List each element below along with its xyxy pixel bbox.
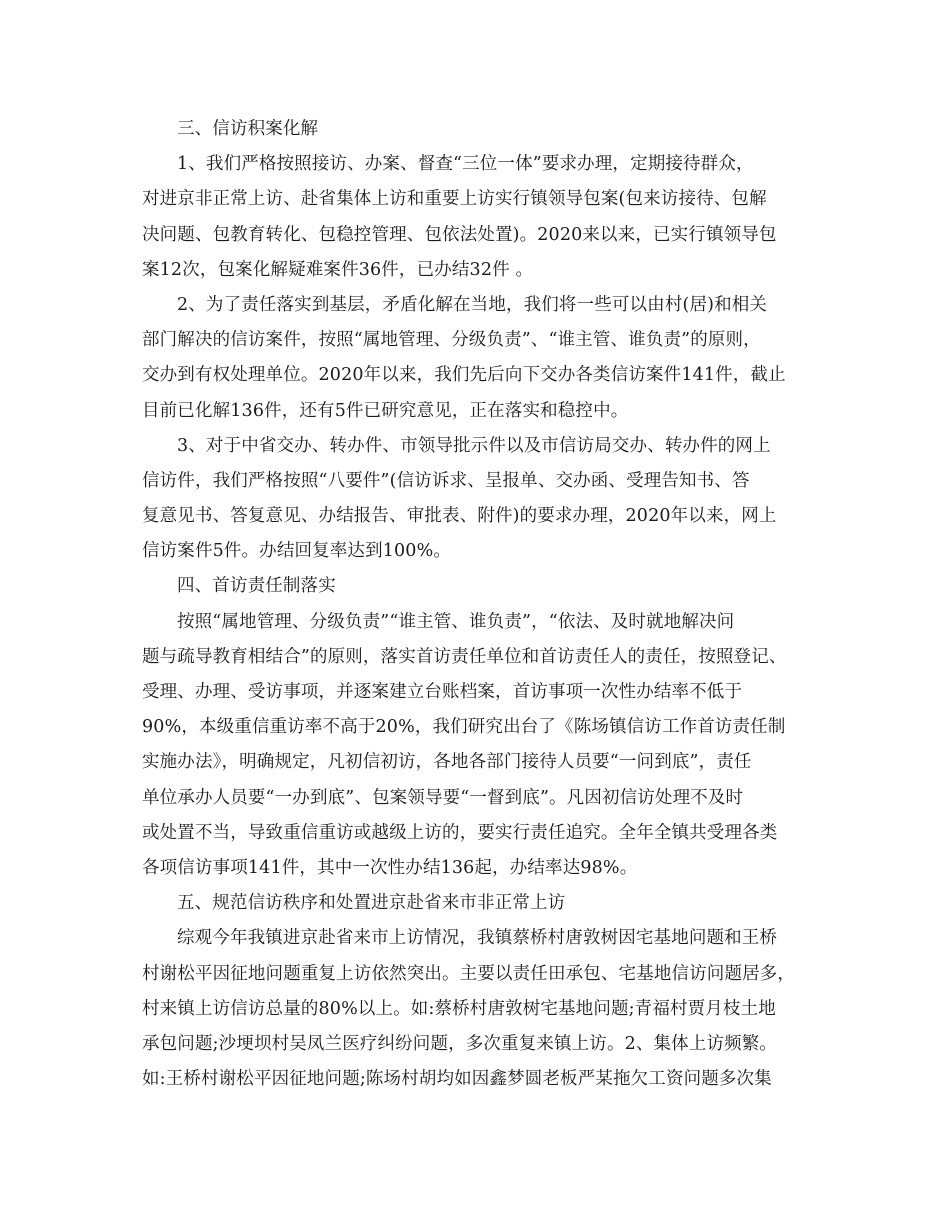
document-body [142,112,822,1097]
text-line: 决问题、包教育转化、包稳控管理、包依法处置)。2020来以来，已实行镇领导包 [142,224,777,245]
text-line: 综观今年我镇进京赴省来市上访情况，我镇蔡桥村唐敦树因宅基地问题和王桥 [177,928,778,949]
text-line: 1、我们严格按照接访、办案、督查“三位一体”要求办理，定期接待群众， [177,154,754,175]
text-line: 2、为了责任落实到基层，矛盾化解在当地，我们将一些可以由村(居)和相关 [177,294,768,315]
text-line: 如:王桥村谢松平因征地问题;陈场村胡均如因鑫梦圆老板严某拖欠工资问题多次集 [142,1069,772,1090]
text-line: 对进京非正常上访、赴省集体上访和重要上访实行镇领导包案(包来访接待、包解 [142,189,767,210]
text-line: 题与疏导教育相结合”的原则，落实首访责任单位和首访责任人的责任，按照登记、 [142,646,787,667]
text-line: 各项信访事项141件，其中一次性办结136起，办结率达98%。 [142,857,638,878]
text-line: 四、首访责任制落实 [177,576,336,597]
text-line: 三、信访积案化解 [177,119,319,139]
text-line: 或处置不当，导致重信重访或越级上访的，要实行责任追究。全年全镇共受理各类 [142,822,778,843]
text-line: 信访案件5件。办结回复率达到100%。 [142,541,452,562]
text-line: 目前已化解136件，还有5件已研究意见，正在落实和稳控中。 [142,400,629,421]
text-line: 案12次，包案化解疑难案件36件，已办结32件 。 [142,259,534,280]
text-line: 交办到有权处理单位。2020年以来，我们先后向下交办各类信访案件141件，截止 [142,365,786,386]
text-line: 复意见书、答复意见、办结报告、审批表、附件)的要求办理，2020年以来，网上 [142,506,777,527]
text-line: 五、规范信访秩序和处置进京赴省来市非正常上访 [177,893,566,914]
text-line: 承包问题;沙埂坝村吴凤兰医疗纠纷问题，多次重复来镇上访。2、集体上访频繁。 [142,1033,778,1054]
text-line: 村谢松平因征地问题重复上访依然突出。主要以责任田承包、宅基地信访问题居多， [142,963,796,984]
text-line: 部门解决的信访案件，按照“属地管理、分级负责”、“谁主管、谁负责”的原则， [142,330,761,351]
text-line: 信访件，我们严格按照“八要件”(信访诉求、呈报单、交办函、受理告知书、答 [142,470,750,491]
text-line: 实施办法》，明确规定，凡初信初访，各地各部门接待人员要“一问到底”，责任 [142,752,752,773]
text-line: 村来镇上访信访总量的80%以上。如:蔡桥村唐敦树宅基地问题;青福村贾月枝土地 [142,998,776,1019]
text-line: 按照“属地管理、分级负责”“谁主管、谁负责”，“依法、及时就地解决问 [177,611,735,632]
text-line: 单位承办人员要“一办到底”、包案领导要“一督到底”。凡因初信访处理不及时 [142,787,744,808]
text-line: 90%，本级重信重访率不高于20%，我们研究出台了《陈场镇信访工作首访责任制 [142,717,786,738]
text-line: 3、对于中省交办、转办件、市领导批示件以及市信访局交办、转办件的网上 [177,435,771,456]
text-line: 受理、办理、受访事项，并逐案建立台账档案，首访事项一次性办结率不低于 [142,682,743,702]
